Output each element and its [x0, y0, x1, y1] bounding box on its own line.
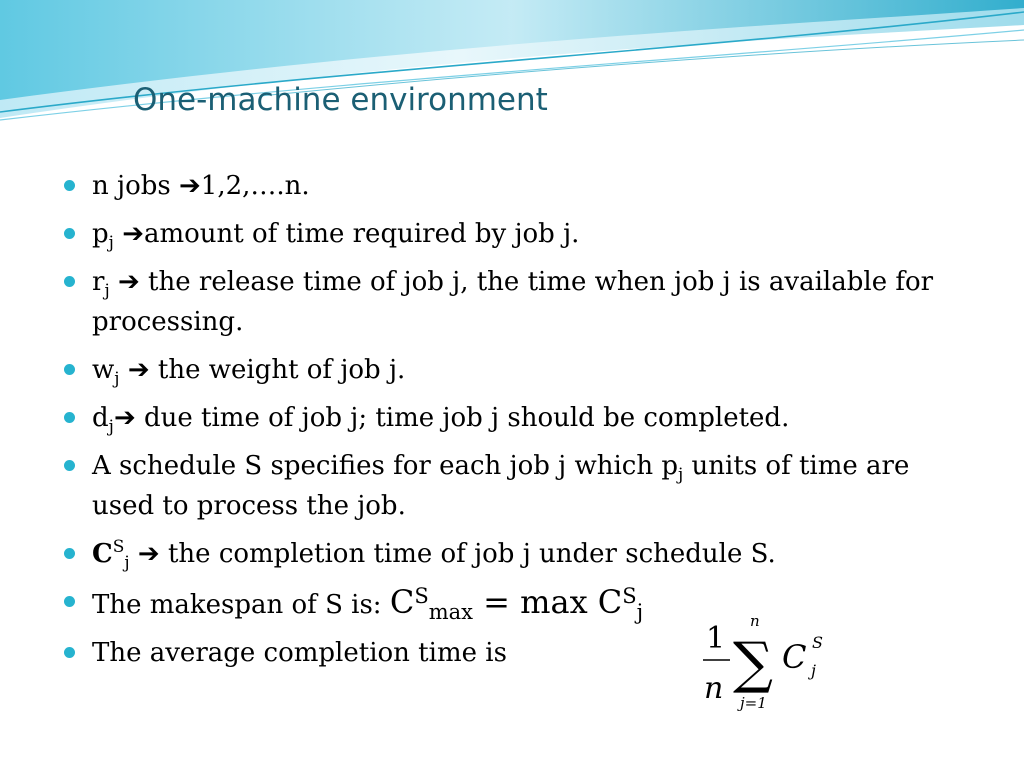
arrow-icon: ➔ — [127, 355, 150, 385]
arrow-icon: ➔ — [117, 267, 140, 297]
bullet-due-time: $d_j➔$ due time of job j; time job j should be completed. — [62, 398, 962, 438]
sigma-icon: ∑ — [733, 631, 773, 696]
bullet-schedule: A schedule S specifies for each job j which $p_j$ units of time are used to process the job. — [62, 446, 962, 526]
formula-term-sup: S — [812, 633, 823, 652]
bullet-dot-icon — [64, 364, 75, 375]
bullet-processing-time: $p_j$ ➔amount of time required by job j. — [62, 214, 962, 254]
bullet-n-jobs: n jobs ➔1,2,….n. — [62, 166, 962, 206]
bullet-dot-icon — [64, 228, 75, 239]
page-title: One-machine environment — [133, 82, 548, 118]
bullet-release-time: $r_j$ ➔ the release time of job j, the time when job j is available for processing. — [62, 262, 962, 342]
arrow-icon: ➔ — [113, 403, 136, 433]
sum-upper-limit: n — [750, 612, 760, 630]
makespan-formula: $C^S_{max} = \max C^S_j$ — [389, 583, 644, 624]
formula-denominator: n — [704, 671, 724, 706]
bullet-makespan: The makespan of S is: $C^S_{max} = \max C^S_j$ — [62, 582, 962, 625]
bullet-average-completion: The average completion time is — [62, 633, 962, 673]
bullet-dot-icon — [64, 596, 75, 607]
arrow-icon: ➔ — [137, 539, 160, 569]
bullet-dot-icon — [64, 460, 75, 471]
arrow-icon: ➔ — [178, 171, 201, 201]
bullet-dot-icon — [64, 180, 75, 191]
average-completion-formula — [700, 606, 840, 716]
bullet-dot-icon — [64, 412, 75, 423]
formula-term-sub: j — [811, 661, 816, 680]
formula-term: C — [782, 638, 807, 676]
bullet-completion-time: $C^S_j$ ➔ the completion time of job j under schedule S. — [62, 534, 962, 574]
bullet-dot-icon — [64, 647, 75, 658]
bullet-dot-icon — [64, 548, 75, 559]
sum-lower-limit: j=1 — [740, 694, 767, 712]
formula-numerator: 1 — [706, 621, 726, 656]
bullet-weight: $w_j$ ➔ the weight of job j. — [62, 350, 962, 390]
bullet-dot-icon — [64, 276, 75, 287]
bullet-list — [62, 166, 962, 673]
arrow-icon: ➔ — [122, 219, 144, 249]
